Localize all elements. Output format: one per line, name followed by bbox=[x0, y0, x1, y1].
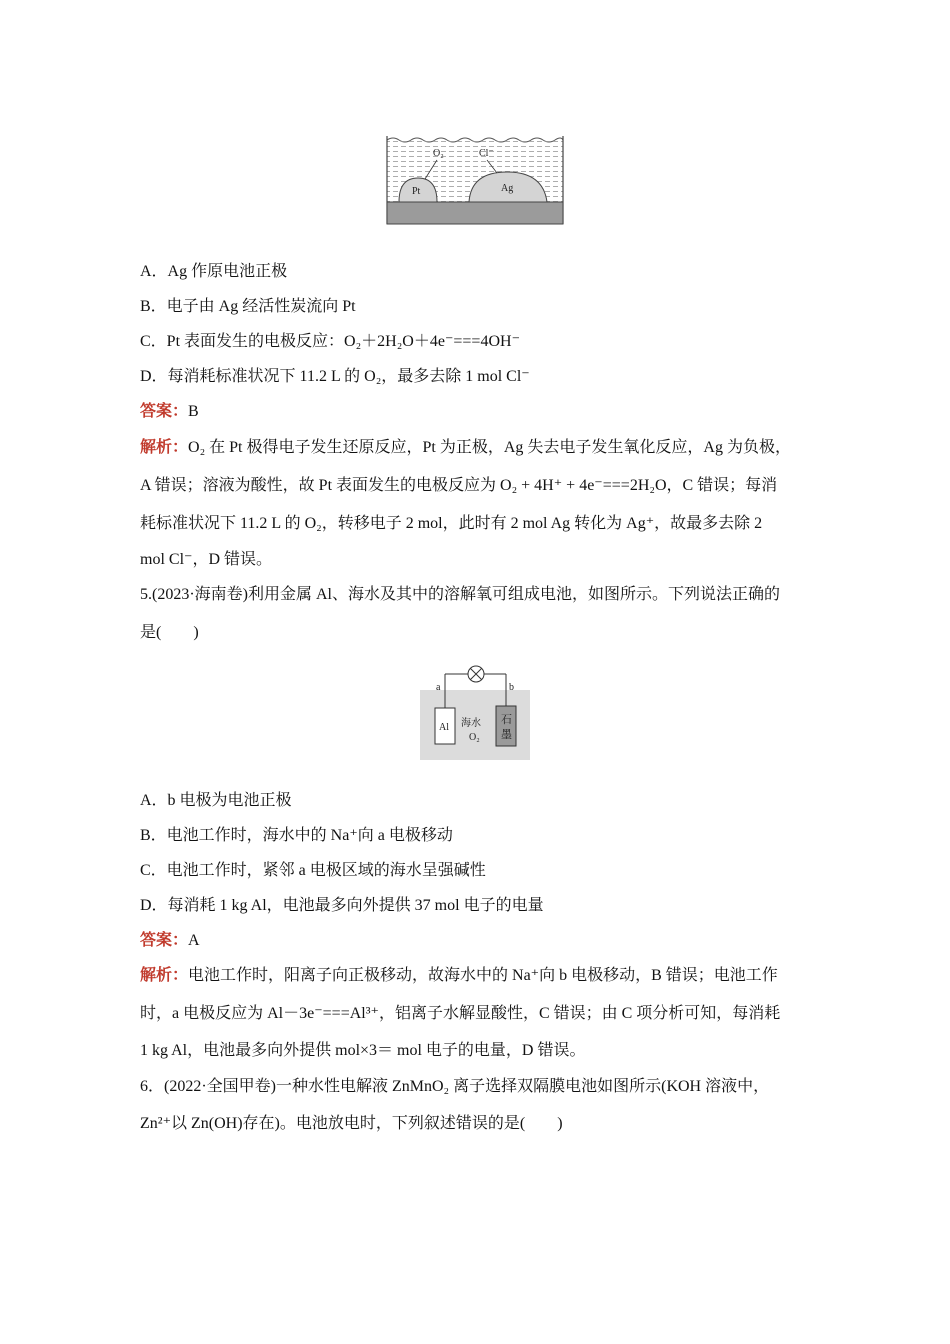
fig1-label-pt: Pt bbox=[412, 186, 421, 197]
fig2-label-graphite-1: 石 bbox=[501, 714, 512, 726]
q6-stem-line-1: 6．(2022·全国甲卷)一种水性电解液 ZnMnO₂ 离子选择双隔膜电池如图所示(KOH 溶液中， bbox=[140, 1078, 770, 1095]
q6-stem-line-2: Zn²⁺以 Zn(OH)存在)。电池放电时，下列叙述错误的是( ) bbox=[140, 1115, 563, 1132]
q5-analysis-text-1: 电池工作时，阳离子向正极移动，故海水中的 Na⁺向 b 电极移动，B 错误；电池工作 bbox=[188, 967, 778, 984]
q5-option-b: B．电池工作时，海水中的 Na⁺向 a 电极移动 bbox=[140, 827, 453, 844]
q4-analysis-text-1: O₂ 在 Pt 极得电子发生还原反应，Pt 为正极，Ag 失去电子发生氧化反应，Ag 为负极， bbox=[188, 439, 791, 456]
q4-analysis-label: 解析： bbox=[140, 439, 189, 456]
q5-analysis-line-3: 1 kg Al，电池最多向外提供 mol×3＝ mol 电子的电量，D 错误。 bbox=[140, 1042, 586, 1059]
fig2-label-o2: O₂ bbox=[469, 732, 480, 743]
q5-option-a: A．b 电极为电池正极 bbox=[140, 792, 292, 809]
fig1-label-o2: O₂ bbox=[433, 148, 444, 159]
fig1-label-cl: Cl⁻ bbox=[479, 148, 494, 159]
fig1-label-ag: Ag bbox=[501, 183, 514, 194]
q5-stem-line-2: 是( ) bbox=[140, 624, 199, 641]
fig2-label-seawater: 海水 bbox=[461, 718, 481, 729]
q4-analysis-line-3: 耗标准状况下 11.2 L 的 O₂，转移电子 2 mol，此时有 2 mol Ag 转化为 Ag⁺，故最多去除 2 bbox=[140, 515, 763, 532]
q5-stem-line-1: 5.(2023·海南卷)利用金属 Al、海水及其中的溶解氧可组成电池，如图所示。下列说法正确的 bbox=[140, 586, 780, 603]
q5-option-d: D．每消耗 1 kg Al，电池最多向外提供 37 mol 电子的电量 bbox=[140, 897, 544, 914]
q4-option-b: B．电子由 Ag 经活性炭流向 Pt bbox=[140, 298, 356, 315]
q4-answer-value: B bbox=[188, 403, 199, 420]
q5-answer-label: 答案： bbox=[140, 932, 189, 949]
q4-option-a: A．Ag 作原电池正极 bbox=[140, 263, 288, 280]
q5-analysis-line-1 bbox=[140, 966, 778, 986]
q4-analysis-line-4: mol Cl⁻，D 错误。 bbox=[140, 551, 273, 568]
fig2-label-a: a bbox=[436, 682, 441, 693]
q5-analysis-label: 解析： bbox=[140, 967, 189, 984]
q4-analysis-line-1 bbox=[140, 438, 791, 458]
q4-option-d: D．每消耗标准状况下 11.2 L 的 O₂，最多去除 1 mol Cl⁻ bbox=[140, 368, 530, 385]
q4-option-c: C．Pt 表面发生的电极反应：O₂＋2H₂O＋4e⁻===4OH⁻ bbox=[140, 333, 521, 350]
q5-analysis-line-2: 时，a 电极反应为 Al－3e⁻===Al³⁺，铝离子水解显酸性，C 错误；由 C 项分析可知，每消耗 bbox=[140, 1005, 781, 1022]
q4-analysis-line-2: A 错误；溶液为酸性，故 Pt 表面发生的电极反应为 O₂ + 4H⁺ + 4e⁻===2H₂O，C 错误；每消 bbox=[140, 477, 778, 494]
figure-al-seawater-battery bbox=[418, 660, 532, 762]
q4-answer-label: 答案： bbox=[140, 403, 189, 420]
q5-option-c: C．电池工作时，紧邻 a 电极区域的海水呈强碱性 bbox=[140, 862, 486, 879]
fig2-label-graphite-2: 墨 bbox=[501, 729, 512, 741]
fig2-label-al: Al bbox=[439, 722, 449, 733]
q4-answer bbox=[140, 402, 199, 422]
q5-answer-value: A bbox=[188, 932, 200, 949]
figure-corrosion-diagram bbox=[385, 134, 565, 226]
fig2-label-b: b bbox=[509, 682, 514, 693]
q5-answer bbox=[140, 931, 200, 951]
